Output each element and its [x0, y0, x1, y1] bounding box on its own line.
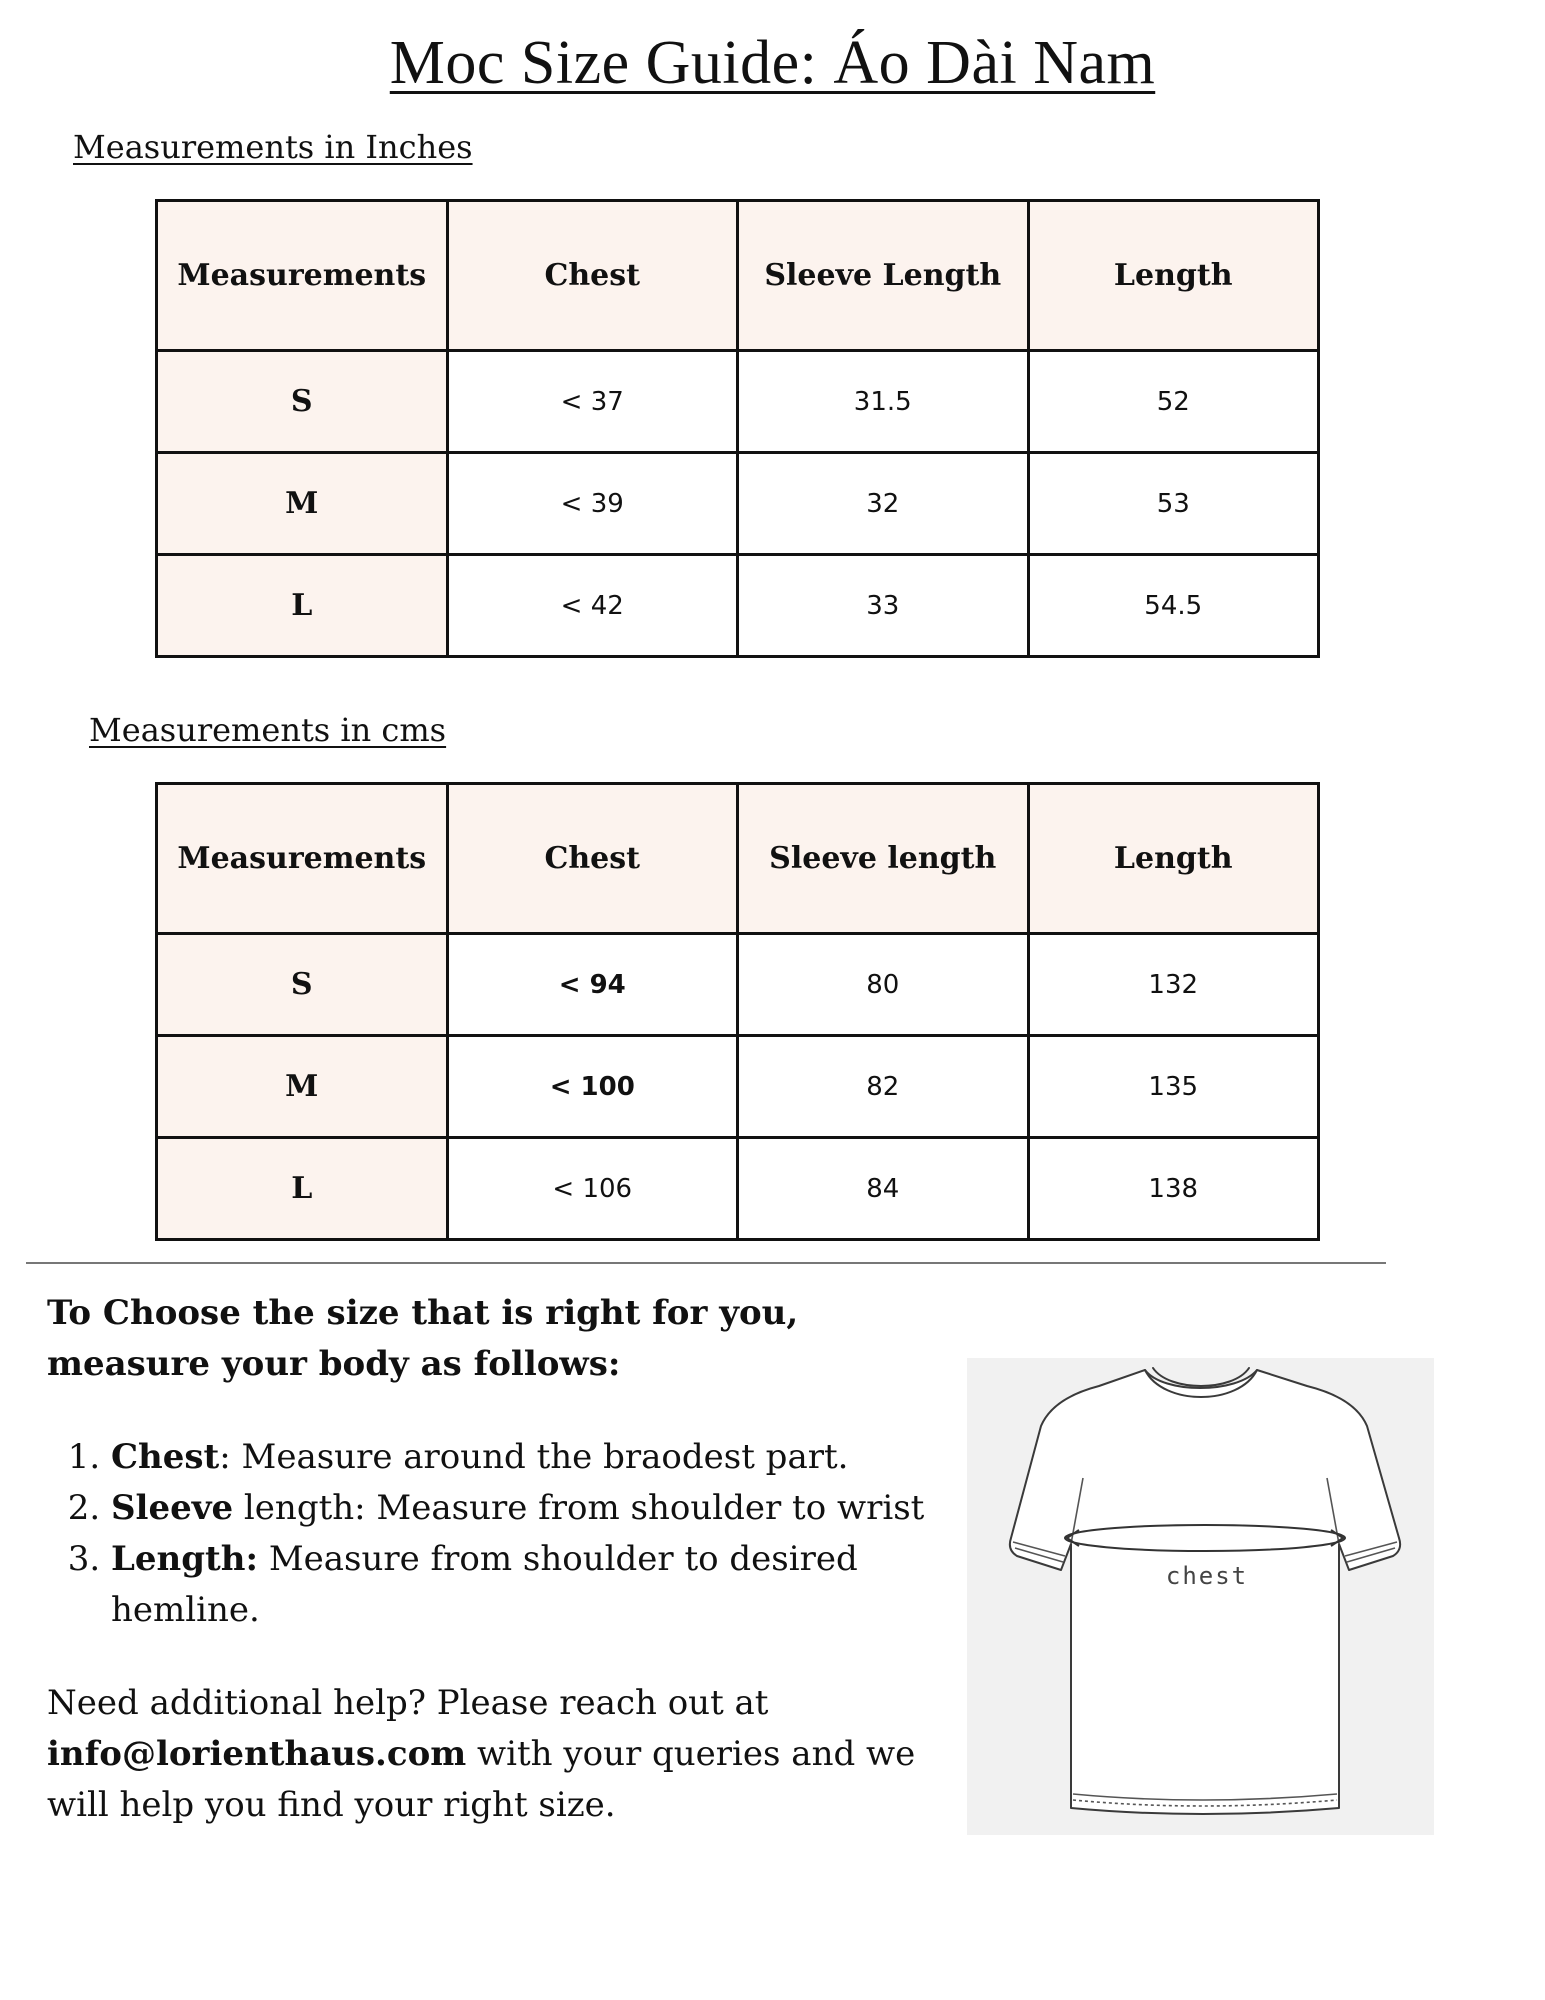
- tshirt-diagram: [967, 1358, 1434, 1835]
- sleeve-value: 32: [738, 453, 1029, 555]
- section-divider: [26, 1262, 1386, 1264]
- table-row: [157, 555, 1319, 657]
- table-row: [157, 1138, 1319, 1240]
- inches-section-heading: Measurements in Inches: [73, 128, 473, 166]
- size-label: M: [157, 453, 448, 555]
- help-email[interactable]: info@lorienthaus.com: [47, 1734, 467, 1774]
- sleeve-value: 82: [738, 1036, 1029, 1138]
- length-value: 138: [1028, 1138, 1319, 1240]
- header-sleeve-length: Sleeve length: [738, 784, 1029, 934]
- list-item: [111, 1534, 927, 1636]
- table-row: [157, 453, 1319, 555]
- sleeve-value: 31.5: [738, 351, 1029, 453]
- table-header-row: [157, 201, 1319, 351]
- size-label: L: [157, 555, 448, 657]
- sleeve-value: 84: [738, 1138, 1029, 1240]
- chest-value: < 100: [447, 1036, 738, 1138]
- header-length: Length: [1028, 784, 1319, 934]
- header-chest: Chest: [447, 784, 738, 934]
- chest-value: < 39: [447, 453, 738, 555]
- help-text: [47, 1678, 927, 1831]
- help-before: Need additional help? Please reach out at: [47, 1683, 769, 1723]
- sleeve-value: 33: [738, 555, 1029, 657]
- table-row: [157, 351, 1319, 453]
- header-chest: Chest: [447, 201, 738, 351]
- cms-size-table: [155, 782, 1320, 1241]
- length-value: 53: [1028, 453, 1319, 555]
- length-value: 135: [1028, 1036, 1319, 1138]
- measuring-instructions: [47, 1288, 927, 1831]
- chest-value: < 106: [447, 1138, 738, 1240]
- table-header-row: [157, 784, 1319, 934]
- size-label: S: [157, 934, 448, 1036]
- header-length: Length: [1028, 201, 1319, 351]
- inches-size-table: [155, 199, 1320, 658]
- chest-label: chest: [1165, 1562, 1249, 1590]
- instructions-intro: To Choose the size that is right for you, measure your body as follows:: [47, 1293, 799, 1384]
- tshirt-diagram-icon: [967, 1358, 1434, 1835]
- cms-section-heading: Measurements in cms: [89, 711, 447, 749]
- length-value: 54.5: [1028, 555, 1319, 657]
- length-value: 52: [1028, 351, 1319, 453]
- chest-value: < 37: [447, 351, 738, 453]
- table-row: [157, 934, 1319, 1036]
- list-item: [111, 1432, 927, 1483]
- sleeve-value: 80: [738, 934, 1029, 1036]
- step-text: length: Measure from shoulder to wrist: [233, 1488, 925, 1528]
- instructions-list: [47, 1432, 927, 1636]
- step-text: : Measure around the braodest part.: [219, 1437, 849, 1477]
- header-sleeve-length: Sleeve Length: [738, 201, 1029, 351]
- step-term: Length:: [111, 1539, 259, 1579]
- header-measurements: Measurements: [157, 784, 448, 934]
- help-after: with your queries and we will help you find your right size.: [47, 1734, 916, 1825]
- step-text: Measure from shoulder to desired hemline.: [111, 1539, 858, 1630]
- header-measurements: Measurements: [157, 201, 448, 351]
- page-title: Moc Size Guide: Áo Dài Nam: [389, 29, 1156, 97]
- list-item: [111, 1483, 927, 1534]
- step-term: Sleeve: [111, 1488, 234, 1528]
- step-term: Chest: [111, 1437, 220, 1477]
- length-value: 132: [1028, 934, 1319, 1036]
- size-label: M: [157, 1036, 448, 1138]
- size-label: L: [157, 1138, 448, 1240]
- chest-value: < 42: [447, 555, 738, 657]
- table-row: [157, 1036, 1319, 1138]
- chest-value: < 94: [447, 934, 738, 1036]
- size-label: S: [157, 351, 448, 453]
